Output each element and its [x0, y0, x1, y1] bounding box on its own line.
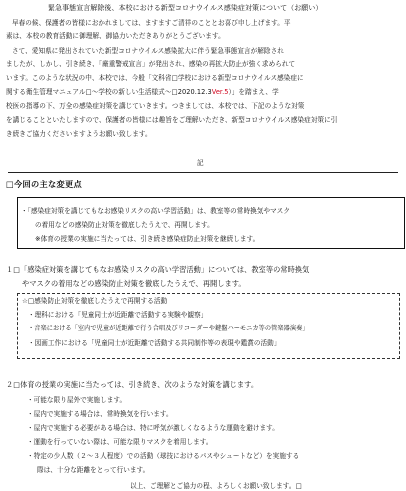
intro-line: 校医の指導の下、万全の感染症対策を講じていきます。つきましては、本校では、下記のような対策	[6, 102, 305, 110]
item1-line: １□「感染症対策を講じてもなお感染リスクの高い学習活動」については、教室等の常時換気	[6, 265, 310, 274]
item2-point: ・可能な限り屋外で実施します。	[27, 396, 127, 404]
intro-line: さて、愛知県に発出されていた新型コロナウイルス感染拡大に伴う緊急事態宣言が解除され	[12, 47, 284, 55]
activity-item: ・図画工作における「児童同士が近距離で活動する共同制作等の表現や鑑賞の活動」	[28, 339, 281, 347]
intro-line-part: 関する衛生管理マニュアル□～学校の新しい生活様式～□2020.12.3	[6, 88, 212, 96]
intro-line: き続きご協力くださいますようお願い致します。	[6, 130, 152, 138]
intro-line: います。このような状況の中、本校では、今般「文科省□学校における新型コロナウイルス感染症に	[6, 74, 304, 82]
closing-line: 以上、ご理解とご協力の程、よろしくお願い致します。□	[130, 482, 302, 490]
intro-line: を講じることといたしますので、保護者の皆様には趣旨をご理解いただき、新型コロナウイルス感染症対策に引	[6, 116, 338, 124]
intro-line: ましたが、しかし、引き続き、「厳重警戒宣言」が発出され、感染の再拡大防止が強く求められて	[6, 60, 296, 68]
intro-line: 素は、本校の教育活動に御理解、御協力いただきありがとうございます。	[6, 32, 225, 40]
item2-point: ・運動を行っていない際は、可能な限りマスクを着用します。	[27, 438, 213, 446]
activities-box	[17, 293, 400, 359]
activity-item: ・理科における「児童同士が近距離で活動する実験や観察」	[28, 311, 208, 319]
change-line: ・「感染症対策を講じてもなお感染リスクの高い学習活動」は、教室等の常時換気やマスク	[21, 207, 290, 215]
item1-line: やマスクの着用などの感染防止対策を徹底したうえで、再開します。	[22, 279, 246, 288]
item2-point: ・特定の少人数（２～３人程度）での活動（球技におけるパスやシュートなど）を実施する	[27, 452, 300, 460]
item2-point: 際は、十分な距離をとって行います。	[37, 466, 150, 474]
intro-line: 早春の候、保護者の皆様におかれましては、ますますご清祥のこととお喜び申し上げます。平	[12, 19, 291, 27]
activities-heading: ☆□感染防止対策を徹底したうえで再開する活動	[22, 297, 168, 305]
intro-line-with-version	[6, 87, 279, 97]
item2-point: ・屋内で実施する場合は、常時換気を行います。	[27, 410, 173, 418]
change-line: の着用などの感染防止対策を徹底したうえで、再開します。	[35, 221, 214, 229]
intro-line-part: ）」を踏まえ、学	[228, 88, 279, 96]
ki-heading: 記	[197, 159, 204, 167]
activity-item: ・音楽における「室内で児童が近距離で行う合唱及びリコーダーや鍵盤ハーモニカ等の管楽器演奏」	[28, 325, 309, 332]
item2-heading: ２□体育の授業の実施に当たっては、引き続き、次のような対策を講じます。	[6, 380, 259, 389]
changes-box	[17, 197, 405, 249]
change-line: ※体育の授業の実施に当たっては、引き続き感染症防止対策を継続します。	[35, 235, 260, 243]
divider	[8, 172, 398, 173]
document-title: 緊急事態宣言解除後、本校における新型コロナウイルス感染症対策について（お願い）	[48, 4, 323, 12]
item2-point: ・屋内で実施する必要がある場合は、特に呼気が激しくなるような運動を避けます。	[27, 424, 279, 432]
version-label: Ver.5	[211, 88, 229, 96]
section-title: □今回の主な変更点	[6, 179, 82, 189]
